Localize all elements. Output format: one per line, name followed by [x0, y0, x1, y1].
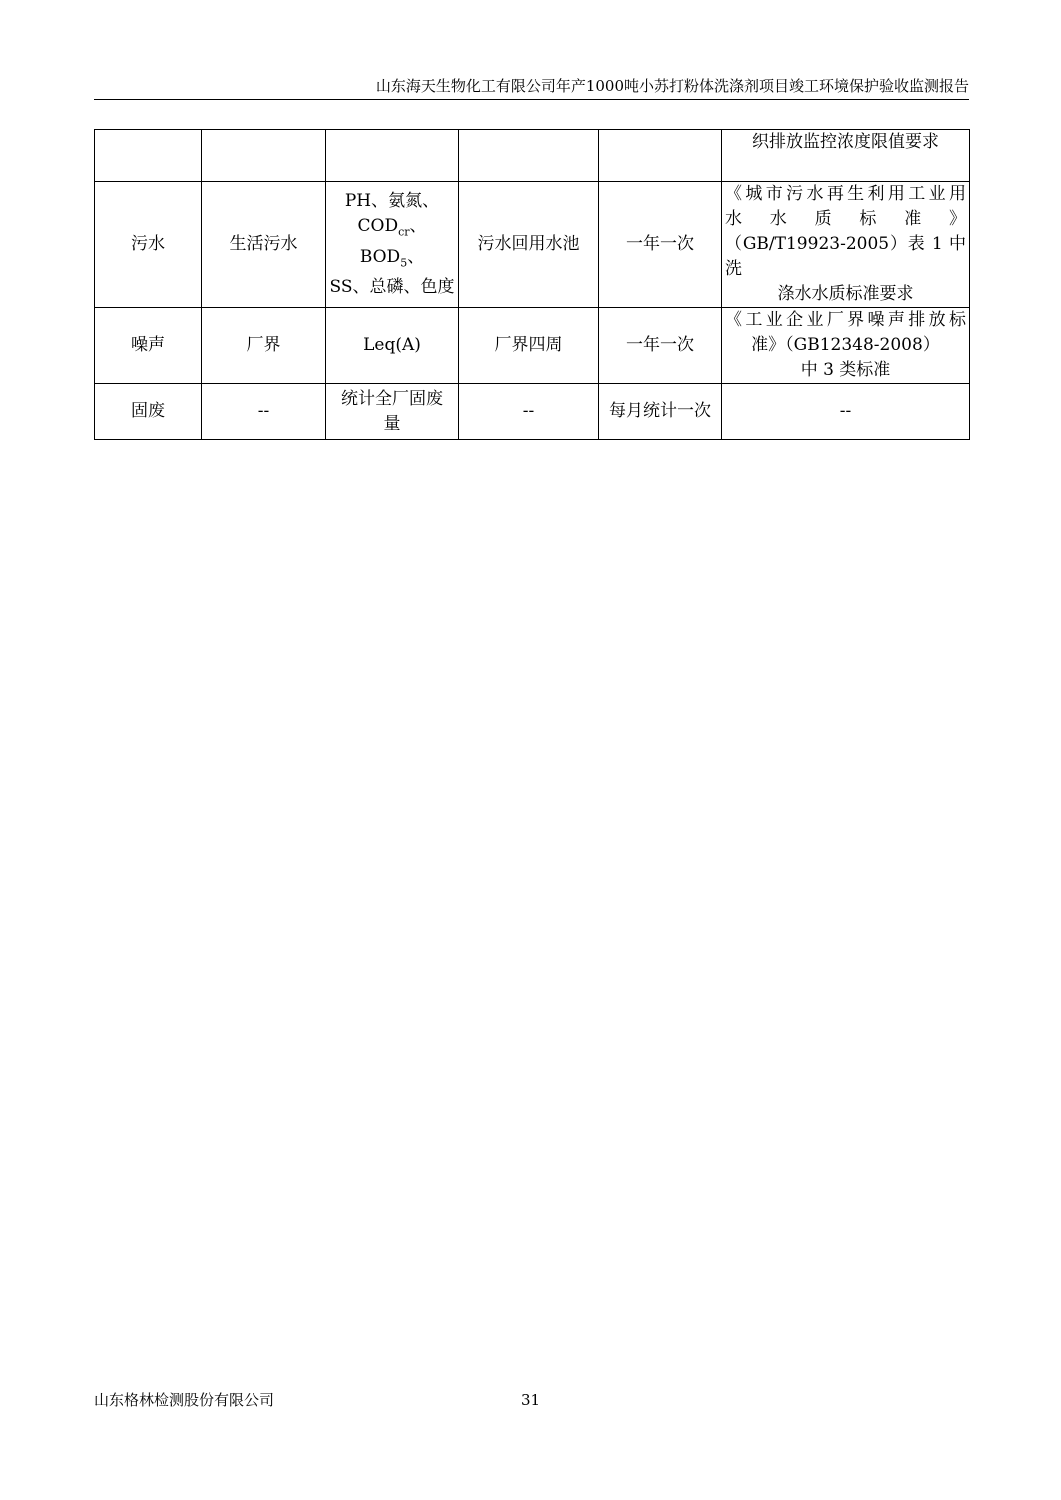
- point-cell: --: [459, 384, 599, 440]
- empty-cell: [326, 130, 459, 182]
- items-cell: [326, 182, 459, 308]
- table-row-wastewater: [95, 182, 970, 308]
- table-row-solid-waste: [95, 384, 970, 440]
- frequency-cell: 一年一次: [599, 182, 722, 308]
- category-cell: 噪声: [95, 308, 202, 384]
- standard-continuation-cell: [722, 130, 970, 182]
- items-line: SS、总磷、色度: [329, 276, 455, 297]
- footer-company: 山东格林检测股份有限公司: [94, 1391, 275, 1409]
- point-cell: 污水回用水池: [459, 182, 599, 308]
- standard-line: （GB/T19923-2005）表 1 中洗: [725, 234, 966, 279]
- bod-tail: 、: [407, 246, 425, 267]
- empty-cell: [202, 130, 326, 182]
- items-line: PH、氨氮、: [344, 191, 440, 212]
- cod-text: COD: [357, 216, 399, 237]
- standard-continuation-text: 织排放监控浓度限值要求: [752, 132, 939, 152]
- standard-line: 准》（GB12348-2008）: [751, 335, 940, 355]
- frequency-cell: 一年一次: [599, 308, 722, 384]
- items-line: 统计全厂固废: [341, 388, 443, 409]
- table-row-continuation: [95, 130, 970, 182]
- standard-line: 水 水 质 标 准 》: [725, 209, 966, 229]
- frequency-cell: 每月统计一次: [599, 384, 722, 440]
- table-row-noise: [95, 308, 970, 384]
- items-line: 量: [383, 413, 401, 434]
- monitoring-plan-table: [94, 129, 970, 440]
- standard-cell: [722, 308, 970, 384]
- empty-cell: [95, 130, 202, 182]
- standard-cell: [722, 182, 970, 308]
- point-cell: 厂界四周: [459, 308, 599, 384]
- bod-subscript: 5: [400, 255, 408, 269]
- empty-cell: [459, 130, 599, 182]
- standard-line: 涤水水质标准要求: [777, 284, 914, 304]
- standard-line: 《城市污水再生利用工业用: [725, 184, 966, 204]
- header-divider: [94, 99, 969, 100]
- page-number: 31: [521, 1391, 541, 1409]
- items-cell: Leq(A): [326, 308, 459, 384]
- standard-line: 中 3 类标准: [800, 360, 891, 380]
- cod-subscript: cr: [398, 225, 410, 239]
- standard-line: 《工业企业厂界噪声排放标: [725, 310, 966, 330]
- category-cell: 固废: [95, 384, 202, 440]
- location-cell: 生活污水: [202, 182, 326, 308]
- bod-text: 、BOD: [359, 216, 427, 267]
- standard-cell: --: [722, 384, 970, 440]
- empty-cell: [599, 130, 722, 182]
- report-header-title: 山东海天生物化工有限公司年产1000吨小苏打粉体洗涤剂项目竣工环境保护验收监测报告: [375, 77, 969, 95]
- location-cell: --: [202, 384, 326, 440]
- category-cell: 污水: [95, 182, 202, 308]
- items-cell: [326, 384, 459, 440]
- location-cell: 厂界: [202, 308, 326, 384]
- items-line-cod-bod: [327, 214, 457, 275]
